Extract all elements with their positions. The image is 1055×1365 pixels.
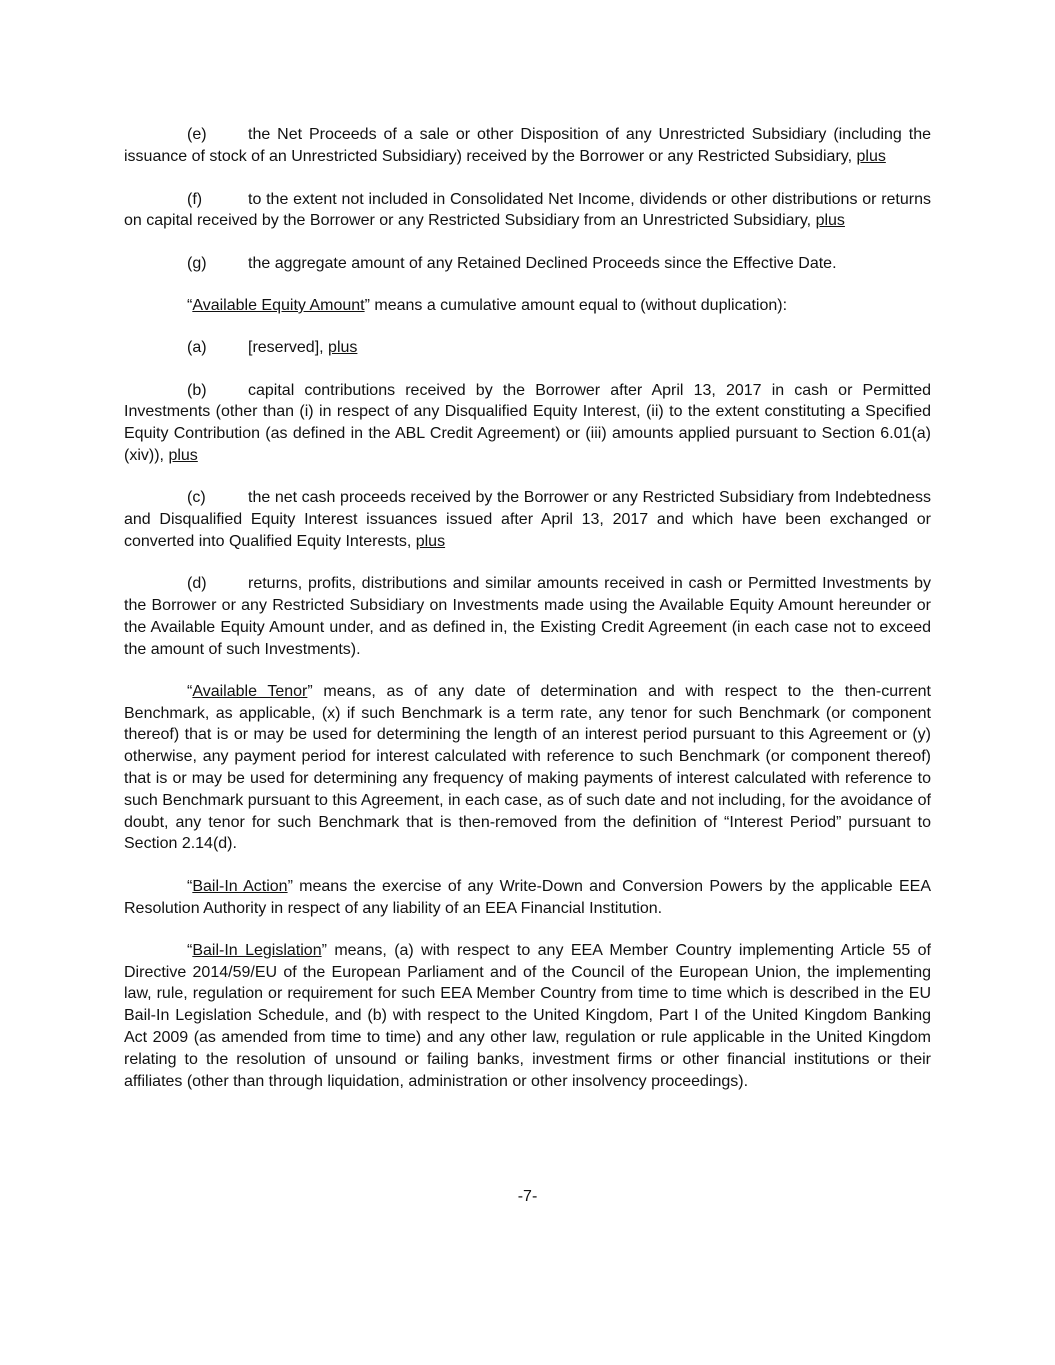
clause-text: the aggregate amount of any Retained Declined Proceeds since the Effective Date. — [248, 254, 837, 272]
clause-f — [124, 189, 931, 233]
clause-number: (b) — [187, 381, 207, 399]
definition-text: means, as of any date of determination and with respect to the then-current Benchmark, as applicable, (x) if such Benchmark is a term rate, any tenor for such Benchmark (or component thereof) that is or may be used for determining the length of an interest period pursuant to this Agreement or (y) otherwise, any payment period for interest calculated with reference to such Benchmark (or component thereof) that is or may be used for determining any frequency of making payments of interest calculated with reference to such Benchmark pursuant to this Agreement, in each case, as of such date and not including, for the avoidance of doubt, any tenor for such Benchmark that is then-removed from the definition of “Interest Period” pursuant to Section 2.14(d). — [124, 682, 931, 853]
clause-a — [124, 337, 931, 359]
definition-text: means the exercise of any Write-Down and Conversion Powers by the applicable EEA Resolution Authority in respect of any liability of an EEA Financial Institution. — [124, 877, 932, 917]
close-quote: ” — [321, 941, 327, 959]
page-number: -7- — [517, 1188, 538, 1205]
conjunction-plus: plus — [328, 339, 358, 357]
definition-available-equity-amount — [124, 295, 931, 317]
clause-number: (a) — [187, 339, 207, 357]
open-quote: “ — [187, 296, 193, 314]
document-page — [124, 124, 931, 1113]
definition-bail-in-action — [124, 876, 931, 920]
clause-g — [124, 253, 931, 275]
definition-bail-in-legislation — [124, 940, 931, 1093]
close-quote: ” — [307, 682, 313, 700]
clause-number: (e) — [187, 126, 207, 143]
conjunction-plus: plus — [856, 147, 886, 165]
defined-term: Bail-In Action — [192, 877, 288, 895]
close-quote: ” — [287, 877, 293, 895]
definition-text: means a cumulative amount equal to (without duplication): — [369, 296, 788, 314]
clause-text: [reserved], — [248, 339, 324, 357]
clause-d — [124, 573, 931, 660]
definition-text: means, (a) with respect to any EEA Member Country implementing Article 55 of Directive 2014/59/EU of the European Parliament and of the Council of the European Union, the implementing law, rule, regulation or requirement for such EEA Member Country from time to time which is described in the EU Bail-In Legislation Schedule, and (b) with respect to the United Kingdom, Part I of the United Kingdom Banking Act 2009 (as amended from time to time) and any other law, regulation or rule applicable in the United Kingdom relating to the resolution of unsound or failing banks, investment firms or other financial institutions or their affiliates (other than through liquidation, administration or other insolvency proceedings). — [124, 941, 932, 1090]
conjunction-plus: plus — [815, 212, 845, 230]
definition-available-tenor — [124, 681, 931, 855]
defined-term: Available Equity Amount — [192, 296, 365, 314]
defined-term: Available Tenor — [192, 682, 308, 700]
conjunction-plus: plus — [168, 446, 198, 464]
clause-text: capital contributions received by the Borrower after April 13, 2017 in cash or Permitted Investments (other than (i) in respect of any Disqualified Equity Interest, (ii) to the extent constituting a Specified Equity Contribution (as defined in the ABL Credit Agreement) or (iii) amounts applied pursuant to Section 6.01(a)(xiv)), — [124, 381, 931, 464]
clause-c — [124, 487, 931, 552]
clause-text: returns, profits, distributions and similar amounts received in cash or Permitted Investments by the Borrower or any Restricted Subsidiary on Investments made using the Available Equity Amount hereunder or the Available Equity Amount under, and as defined in, the Existing Credit Agreement (in each case not to exceed the amount of such Investments). — [124, 575, 931, 658]
clause-number: (g) — [187, 254, 207, 272]
open-quote: “ — [187, 941, 193, 959]
clause-number: (d) — [187, 575, 207, 593]
clause-text: the net cash proceeds received by the Borrower or any Restricted Subsidiary from Indebtedness and Disqualified Equity Interest issuances issued after April 13, 2017 and which have been exchanged or converted into Qualified Equity Interests, — [124, 489, 931, 550]
clause-b — [124, 380, 931, 467]
clause-number: (f) — [187, 190, 203, 208]
clause-text: to the extent not included in Consolidated Net Income, dividends or other distributions or returns on capital received by the Borrower or any Restricted Subsidiary from an Unrestricted Subsidiary, — [124, 190, 931, 230]
clause-text: the Net Proceeds of a sale or other Disposition of any Unrestricted Subsidiary (including the issuance of stock of an Unrestricted Subsidiary) received by the Borrower or any Restricted Subsidiary, — [124, 126, 931, 165]
open-quote: “ — [187, 877, 193, 895]
clause-e — [124, 124, 931, 168]
open-quote: “ — [187, 682, 193, 700]
close-quote: ” — [364, 296, 370, 314]
defined-term: Bail-In Legislation — [192, 941, 322, 959]
conjunction-plus: plus — [415, 532, 446, 550]
clause-number: (c) — [187, 489, 206, 507]
